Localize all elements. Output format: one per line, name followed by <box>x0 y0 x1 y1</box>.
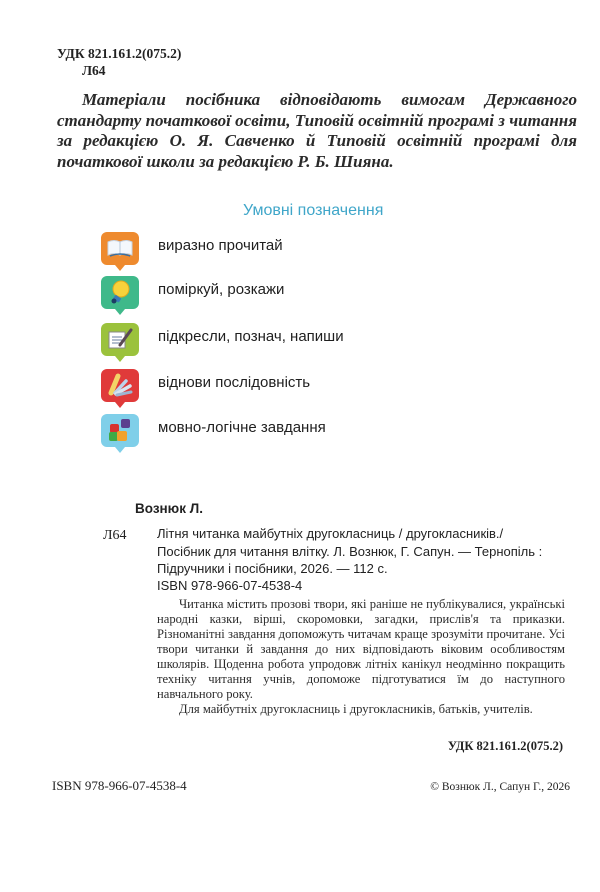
lightbulb-icon <box>101 276 139 309</box>
udk-header <box>57 45 181 79</box>
legend-item-logic <box>101 411 326 449</box>
legend-label: виразно прочитай <box>158 237 283 254</box>
catalog-author: Вознюк Л. <box>135 501 203 516</box>
pen-notebook-icon <box>101 323 139 356</box>
pencils-sequence-icon <box>101 369 139 402</box>
annotation-paragraph: Читанка містить прозові твори, які раніше не публікувалися, українські народні казки, вірші, скоромовки, загадки, прислів'я та приказки. Різноманітні завдання допоможуть читачам краще зрозуміти прочитане. Усі твори читанки й завдання до них відповідають віковим особливостям школярів. Щоденна робота упродовж літніх канікул неодмінно покращить техніку читання учнів, допоможе підготуватися їм до наступного навчального року. <box>157 597 565 701</box>
author-mark: Л64 <box>82 63 106 78</box>
bibliographic-text: Літня читанка майбутніх другокласниць / другокласників./ Посібник для читання влітку. Л. Вознюк, Г. Сапун. — Тернопіль : Підручники і посібники, 2026. — 112 с. <box>157 526 543 576</box>
catalog-udk: УДК 821.161.2(075.2) <box>447 739 563 753</box>
copyright-notice: © Вознюк Л., Сапун Г., 2026 <box>430 781 570 793</box>
open-book-icon <box>101 232 139 265</box>
legend-item-think <box>101 273 285 311</box>
standards-compliance-note: Матеріали посібника відповідають вимогам Державного стандарту початкової освіти, Типовій освітній програмі з читання за редакцією О. Я. Савченко й Типовій освітній програмі для початкової школи за редакцією Р. Б. Шияна. <box>57 90 577 171</box>
legend-title: Умовні позначення <box>243 202 384 219</box>
catalog-annotation <box>157 597 565 717</box>
catalog-bibliographic-description <box>135 525 555 578</box>
legend-label: поміркуй, розкажи <box>158 281 285 298</box>
legend-item-read <box>101 229 283 267</box>
audience-paragraph: Для майбутніх другокласниць і другокласників, батьків, учителів. <box>179 702 533 716</box>
catalog-isbn: ISBN 978-966-07-4538-4 <box>157 578 303 593</box>
legend-label: підкресли, познач, напиши <box>158 328 344 345</box>
legend-label: віднови послідовність <box>158 374 311 391</box>
legend-label: мовно-логічне завдання <box>158 419 326 436</box>
puzzle-icon <box>101 414 139 447</box>
legend-item-sequence <box>101 366 311 404</box>
udk-code: УДК 821.161.2(075.2) <box>57 46 182 61</box>
legend-item-write <box>101 320 344 358</box>
catalog-author-mark: Л64 <box>103 528 127 543</box>
footer-isbn: ISBN 978-966-07-4538-4 <box>52 778 187 793</box>
